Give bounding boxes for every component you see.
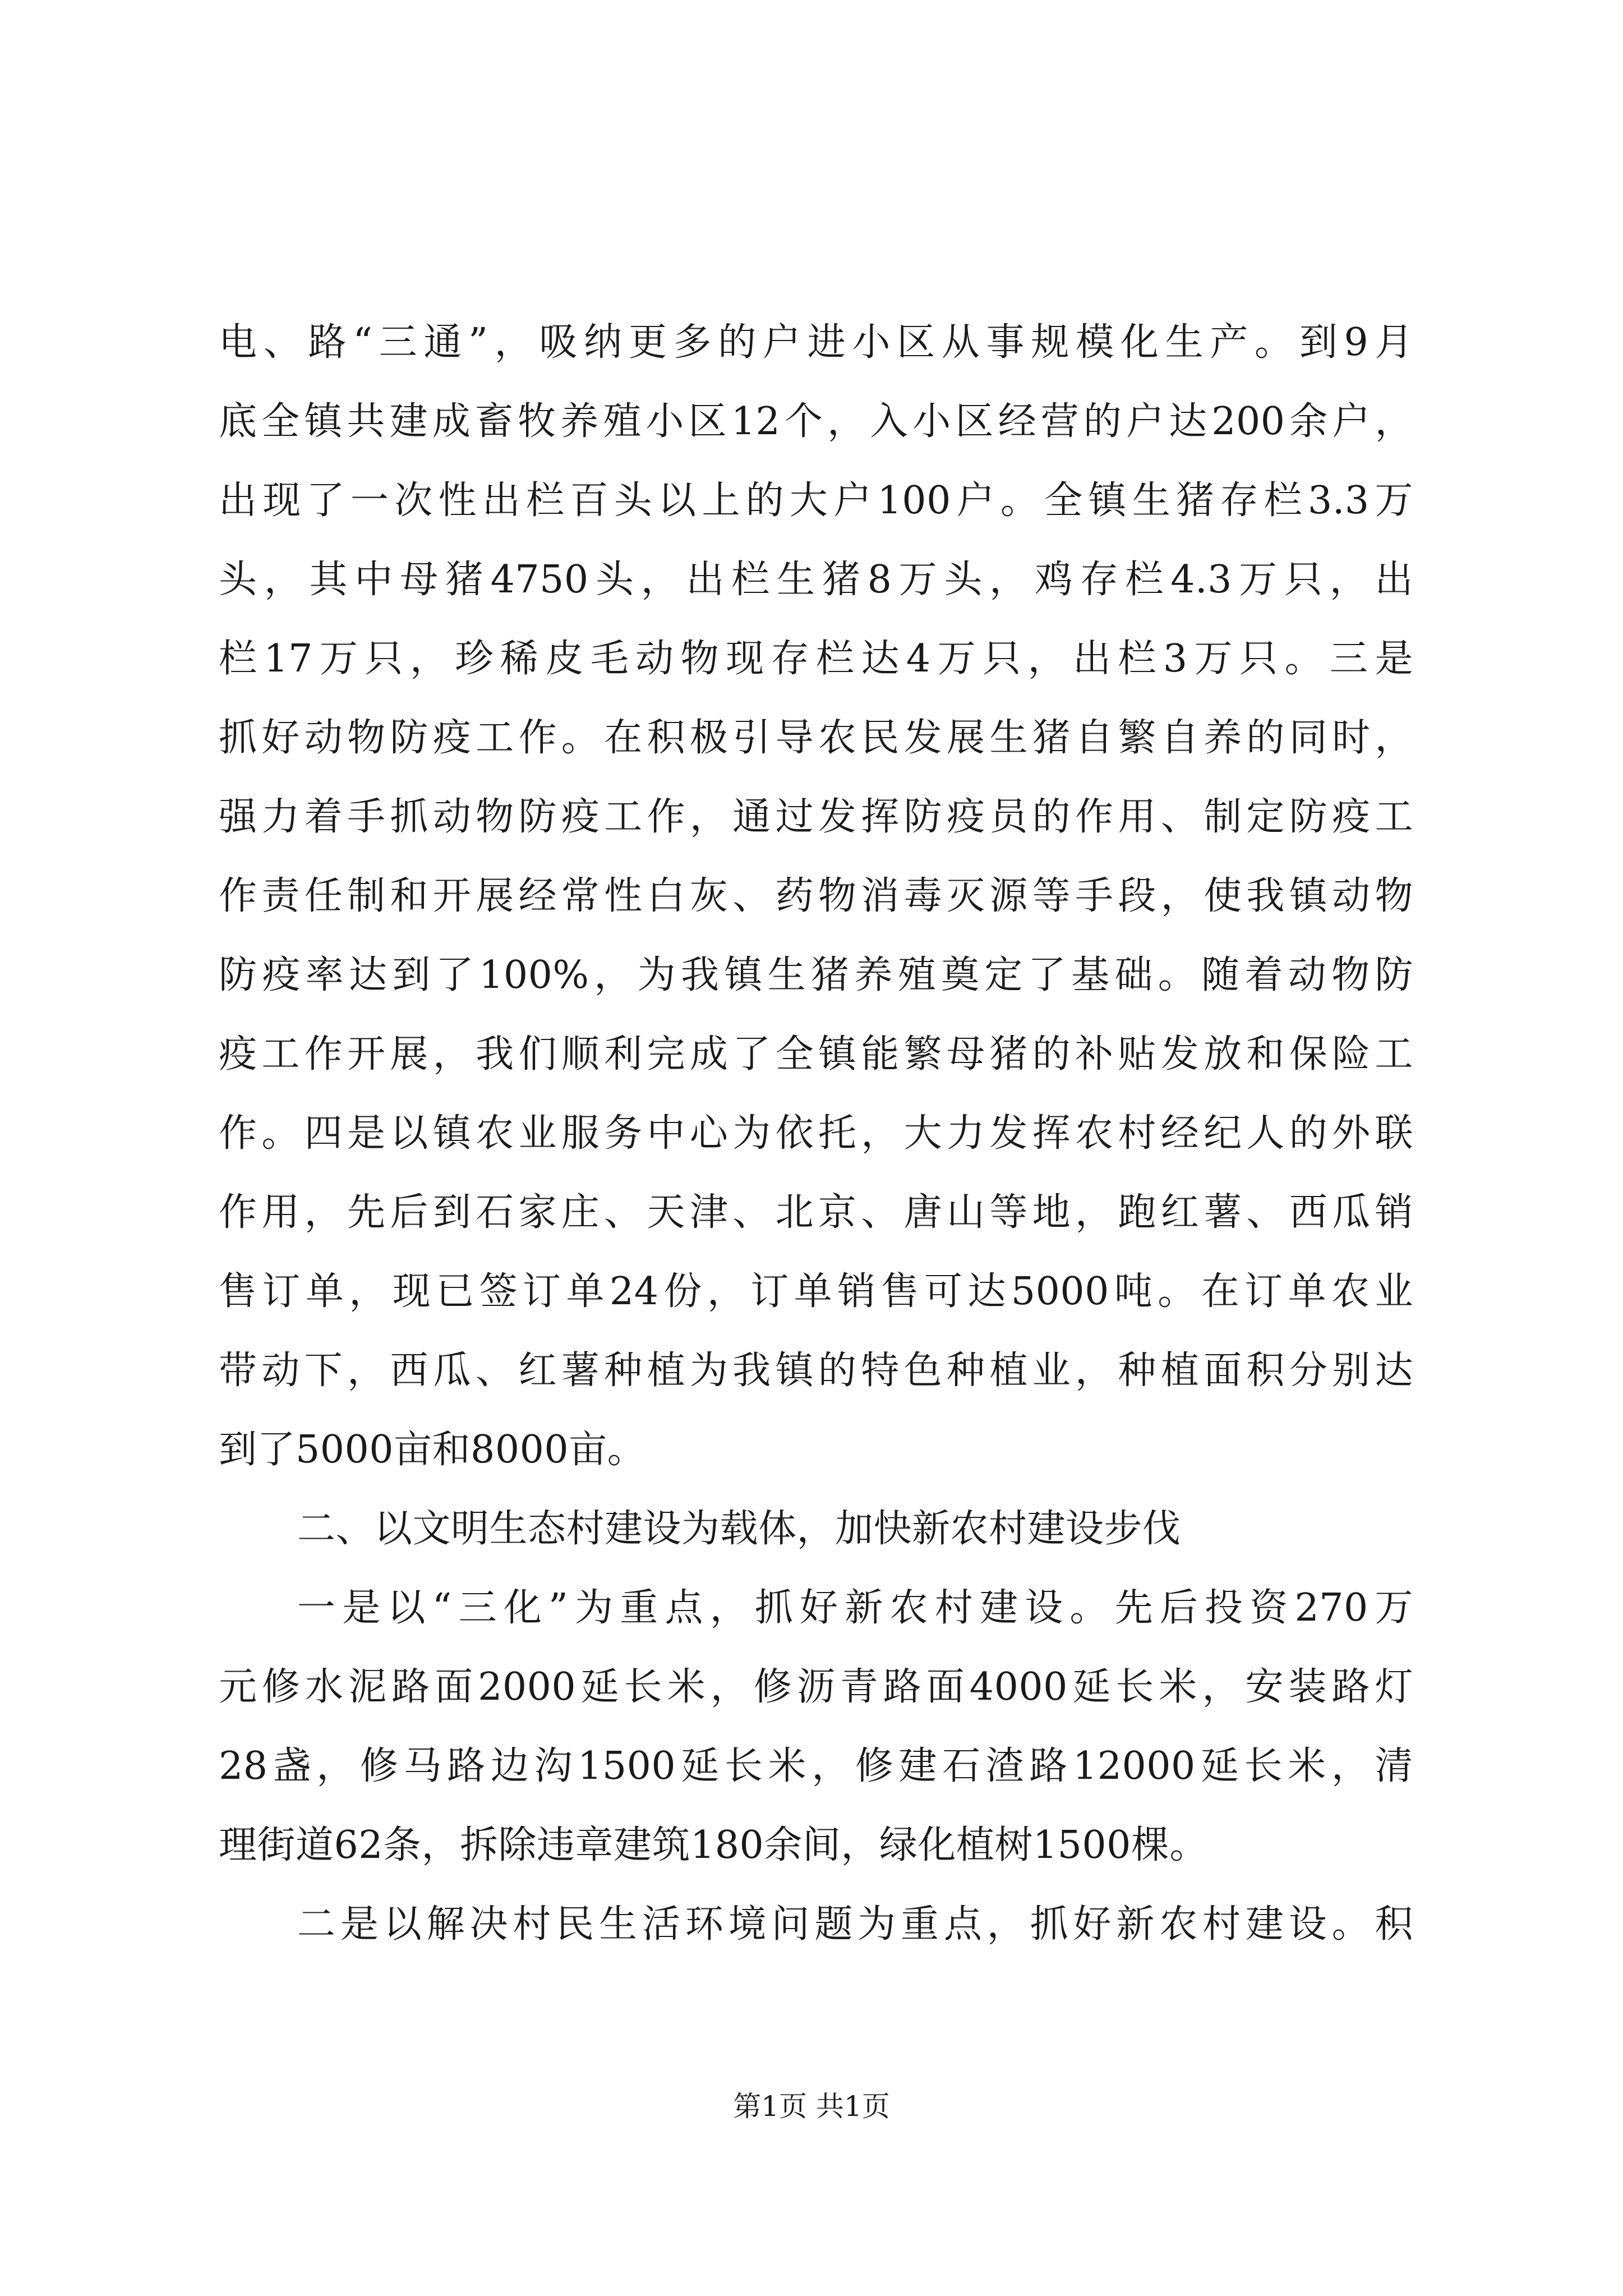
- text-line: 底全镇共建成畜牧养殖小区12个，入小区经营的户达200余户，: [219, 399, 1413, 444]
- page-footer: [0, 2087, 1623, 2126]
- text-line: 作责任制和开展经常性白灰、药物消毒灭源等手段，使我镇动物: [219, 874, 1413, 918]
- text-line: 带动下，西瓜、红薯种植为我镇的特色种植业，种植面积分别达: [219, 1349, 1413, 1393]
- text-line: 理街道62条，拆除违章建筑180余间，绿化植树1500棵。: [219, 1823, 1208, 1867]
- text-line: 售订单，现已签订单24份，订单销售可达5000吨。在订单农业: [219, 1269, 1413, 1314]
- text-line: 到了5000亩和8000亩。: [219, 1428, 646, 1472]
- text-line: 作用，先后到石家庄、天津、北京、唐山等地，跑红薯、西瓜销: [219, 1190, 1413, 1235]
- text-line: 防疫率达到了100%，为我镇生猪养殖奠定了基础。随着动物防: [219, 953, 1413, 997]
- text-line: 头，其中母猪4750头，出栏生猪8万头，鸡存栏4.3万只，出: [219, 558, 1413, 602]
- section-heading: 二、以文明生态村建设为载体，加快新农村建设步伐: [297, 1507, 1181, 1551]
- text-line: 元修水泥路面2000延长米，修沥青路面4000延长米，安装路灯: [219, 1665, 1413, 1709]
- text-line: 抓好动物防疫工作。在积极引导农民发展生猪自繁自养的同时，: [219, 716, 1413, 760]
- text-line: 电、路“三通”，吸纳更多的户进小区从事规模化生产。到9月: [219, 320, 1413, 365]
- text-line: 疫工作开展，我们顺利完成了全镇能繁母猪的补贴发放和保险工: [219, 1032, 1413, 1076]
- text-line: 28盏，修马路边沟1500延长米，修建石渣路12000延长米，清: [219, 1744, 1413, 1788]
- page-number: 第1页 共1页: [733, 2090, 890, 2123]
- text-line: 二是以解决村民生活环境问题为重点，抓好新农村建设。积: [297, 1902, 1413, 1947]
- text-line: 栏17万只，珍稀皮毛动物现存栏达4万只，出栏3万只。三是: [219, 637, 1413, 681]
- document-body: [219, 303, 1413, 1964]
- text-line: 出现了一次性出栏百头以上的大户100户。全镇生猪存栏3.3万: [219, 478, 1413, 523]
- text-line: 一是以“三化”为重点，抓好新农村建设。先后投资270万: [297, 1586, 1413, 1630]
- text-line: 强力着手抓动物防疫工作，通过发挥防疫员的作用、制定防疫工: [219, 795, 1413, 839]
- text-line: 作。四是以镇农业服务中心为依托，大力发挥农村经纪人的外联: [219, 1111, 1413, 1156]
